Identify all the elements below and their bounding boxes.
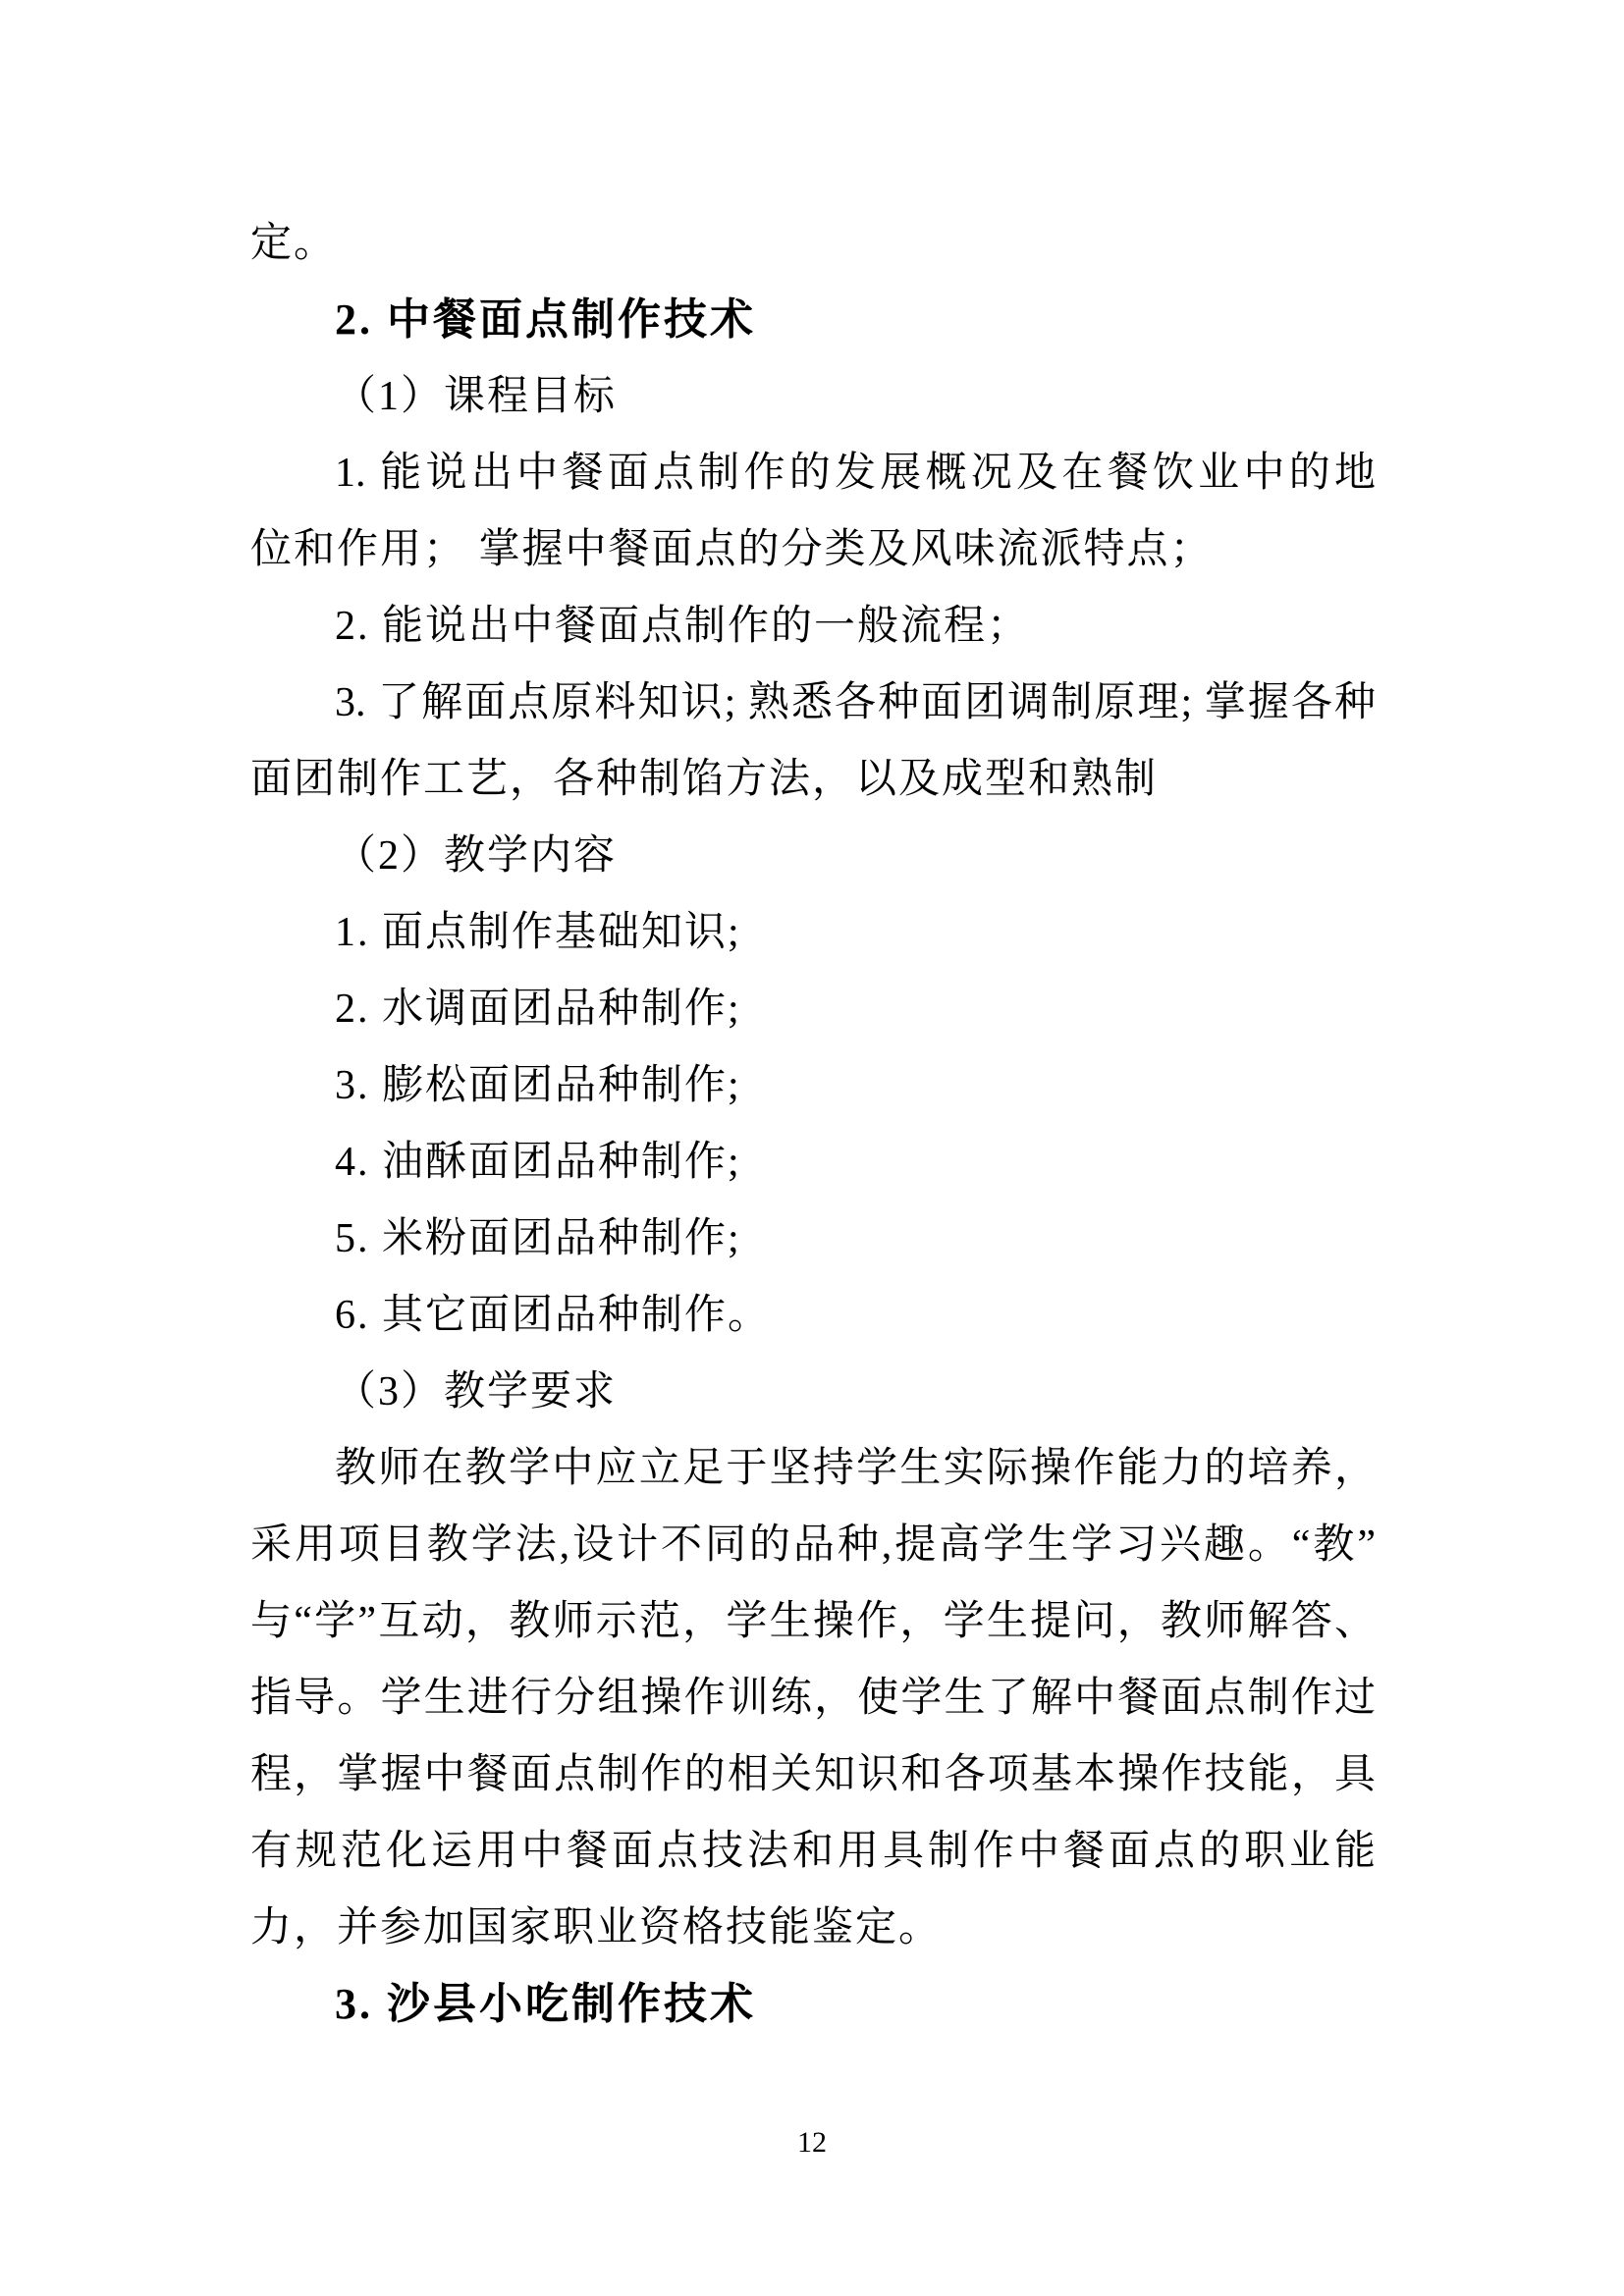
text-line: （3）教学要求 [335, 1369, 618, 1415]
section-heading: 3. 沙县小吃制作技术 [335, 1980, 756, 2028]
text-line: 2. 水调面团品种制作; [335, 987, 741, 1032]
text-line: 1. 面点制作基础知识; [335, 910, 741, 955]
text-line: 力，并参加国家职业资格技能鉴定。 [250, 1905, 943, 1950]
text-line: 程，掌握中餐面点制作的相关知识和各项基本操作技能，具 [250, 1752, 1376, 1797]
section-heading: 2. 中餐面点制作技术 [335, 295, 756, 344]
text-line: 与“学”互动，教师示范，学生操作，学生提问，教师解答、 [250, 1599, 1376, 1644]
text-line: 1. 能说出中餐面点制作的发展概况及在餐饮业中的地 [335, 451, 1376, 496]
text-line: （1）课程目标 [335, 374, 618, 419]
text-line: 3. 膨松面团品种制作; [335, 1063, 741, 1108]
text-line: 有规范化运用中餐面点技法和用具制作中餐面点的职业能 [250, 1829, 1376, 1874]
text-line: 指导。学生进行分组操作训练，使学生了解中餐面点制作过 [250, 1676, 1376, 1721]
text-line: 教师在教学中应立足于坚持学生实际操作能力的培养， [335, 1446, 1376, 1491]
text-line: 定。 [250, 221, 338, 266]
page-number: 12 [797, 2126, 827, 2159]
text-line: 面团制作工艺，各种制馅方法，以及成型和熟制 [250, 757, 1159, 802]
text-line: 位和作用； 掌握中餐面点的分类及风味流派特点； [250, 527, 1214, 572]
text-line: 采用项目教学法,设计不同的品种,提高学生学习兴趣。“教” [250, 1522, 1376, 1568]
text-line: 3. 了解面点原料知识; 熟悉各种面团调制原理; 掌握各种 [335, 680, 1376, 725]
page-body-text [250, 205, 1376, 2043]
text-line: 6. 其它面团品种制作。 [335, 1293, 772, 1338]
text-line: 2. 能说出中餐面点制作的一般流程； [335, 604, 1031, 649]
text-line: 4. 油酥面团品种制作; [335, 1140, 741, 1185]
text-line: 5. 米粉面团品种制作; [335, 1216, 741, 1261]
text-line: （2）教学内容 [335, 833, 618, 879]
